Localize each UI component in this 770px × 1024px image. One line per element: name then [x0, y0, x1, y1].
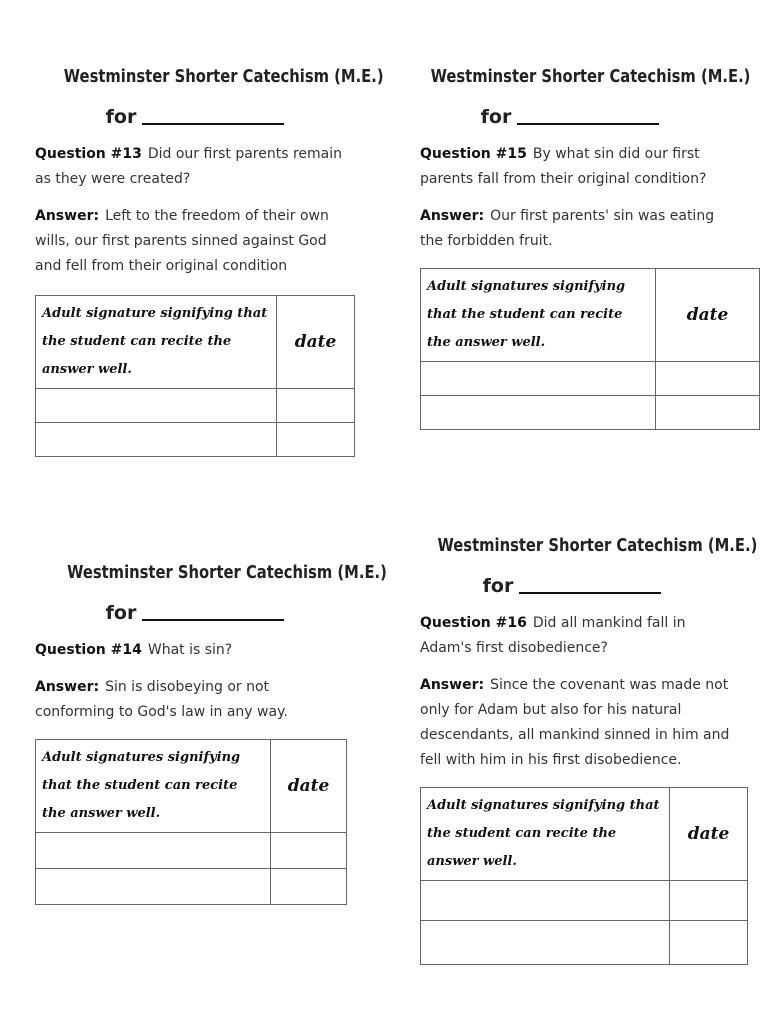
answer-text: Our first parents' sin was eating the forbidden fruit.	[420, 208, 715, 249]
date-cell[interactable]	[670, 881, 748, 921]
signature-table	[35, 295, 355, 457]
signature-header: Adult signatures signifying that the student can recite the answer well.	[421, 269, 656, 362]
answer	[35, 204, 355, 279]
for-line	[35, 105, 355, 128]
card-title: Westminster Shorter Catechism (M.E.)	[437, 535, 758, 556]
for-label: for	[105, 106, 137, 128]
signature-cell[interactable]	[36, 869, 271, 905]
question-text: What is sin?	[147, 642, 233, 658]
date-header: date	[277, 296, 355, 389]
signature-cell[interactable]	[36, 389, 277, 423]
answer	[35, 675, 335, 725]
answer-text: Sin is disobeying or not conforming to God's law in any way.	[35, 679, 288, 720]
name-blank[interactable]	[142, 601, 284, 621]
signature-header: Adult signatures signifying that the student can recite the answer well.	[421, 788, 670, 881]
answer-label: Answer:	[35, 208, 100, 224]
question	[420, 142, 740, 192]
answer-label: Answer:	[420, 208, 485, 224]
for-line	[408, 574, 736, 597]
card-title: Westminster Shorter Catechism (M.E.)	[430, 66, 751, 87]
date-cell[interactable]	[271, 833, 347, 869]
for-line	[39, 601, 351, 624]
card-title: Westminster Shorter Catechism (M.E.)	[63, 66, 384, 87]
for-label: for	[480, 106, 512, 128]
question-text: By what sin did our first parents fall from their original condition?	[420, 146, 707, 187]
date-cell[interactable]	[656, 362, 760, 396]
answer-text: Left to the freedom of their own wills, our first parents sinned against God and fell from their original condition	[35, 208, 329, 274]
name-blank[interactable]	[142, 105, 284, 125]
date-header: date	[670, 788, 748, 881]
date-cell[interactable]	[277, 423, 355, 457]
signature-cell[interactable]	[421, 921, 670, 965]
answer-label: Answer:	[35, 679, 100, 695]
for-line	[400, 105, 740, 128]
name-blank[interactable]	[519, 574, 661, 594]
date-cell[interactable]	[271, 869, 347, 905]
answer-text: Since the covenant was made not only for Adam but also for his natural descendants, all mankind sinned in him and fell with him in his first disobedience.	[420, 677, 730, 768]
catechism-card-q13	[35, 66, 384, 457]
answer	[420, 204, 740, 254]
question	[420, 611, 740, 661]
question-text: Did our first parents remain as they were created?	[35, 146, 342, 187]
question	[35, 638, 347, 663]
signature-table	[35, 739, 347, 905]
date-cell[interactable]	[277, 389, 355, 423]
for-label: for	[482, 575, 514, 597]
signature-header: Adult signature signifying that the student can recite the answer well.	[36, 296, 277, 389]
catechism-card-q16	[420, 535, 758, 965]
date-header: date	[271, 740, 347, 833]
answer	[420, 673, 740, 773]
date-header: date	[656, 269, 760, 362]
date-cell[interactable]	[656, 396, 760, 430]
signature-cell[interactable]	[421, 881, 670, 921]
question-text: Did all mankind fall in Adam's first disobedience?	[420, 615, 686, 656]
name-blank[interactable]	[517, 105, 659, 125]
question-label: Question #13	[35, 146, 142, 162]
signature-cell[interactable]	[421, 396, 656, 430]
question-label: Question #15	[420, 146, 527, 162]
answer-label: Answer:	[420, 677, 485, 693]
question	[35, 142, 355, 192]
catechism-card-q14	[35, 562, 387, 905]
signature-cell[interactable]	[36, 833, 271, 869]
signature-header: Adult signatures signifying that the student can recite the answer well.	[36, 740, 271, 833]
signature-table	[420, 787, 748, 965]
catechism-card-q15	[420, 66, 760, 430]
signature-cell[interactable]	[421, 362, 656, 396]
for-label: for	[105, 602, 137, 624]
signature-cell[interactable]	[36, 423, 277, 457]
date-cell[interactable]	[670, 921, 748, 965]
signature-table	[420, 268, 760, 430]
question-label: Question #14	[35, 642, 142, 658]
question-label: Question #16	[420, 615, 527, 631]
card-title: Westminster Shorter Catechism (M.E.)	[67, 562, 387, 583]
